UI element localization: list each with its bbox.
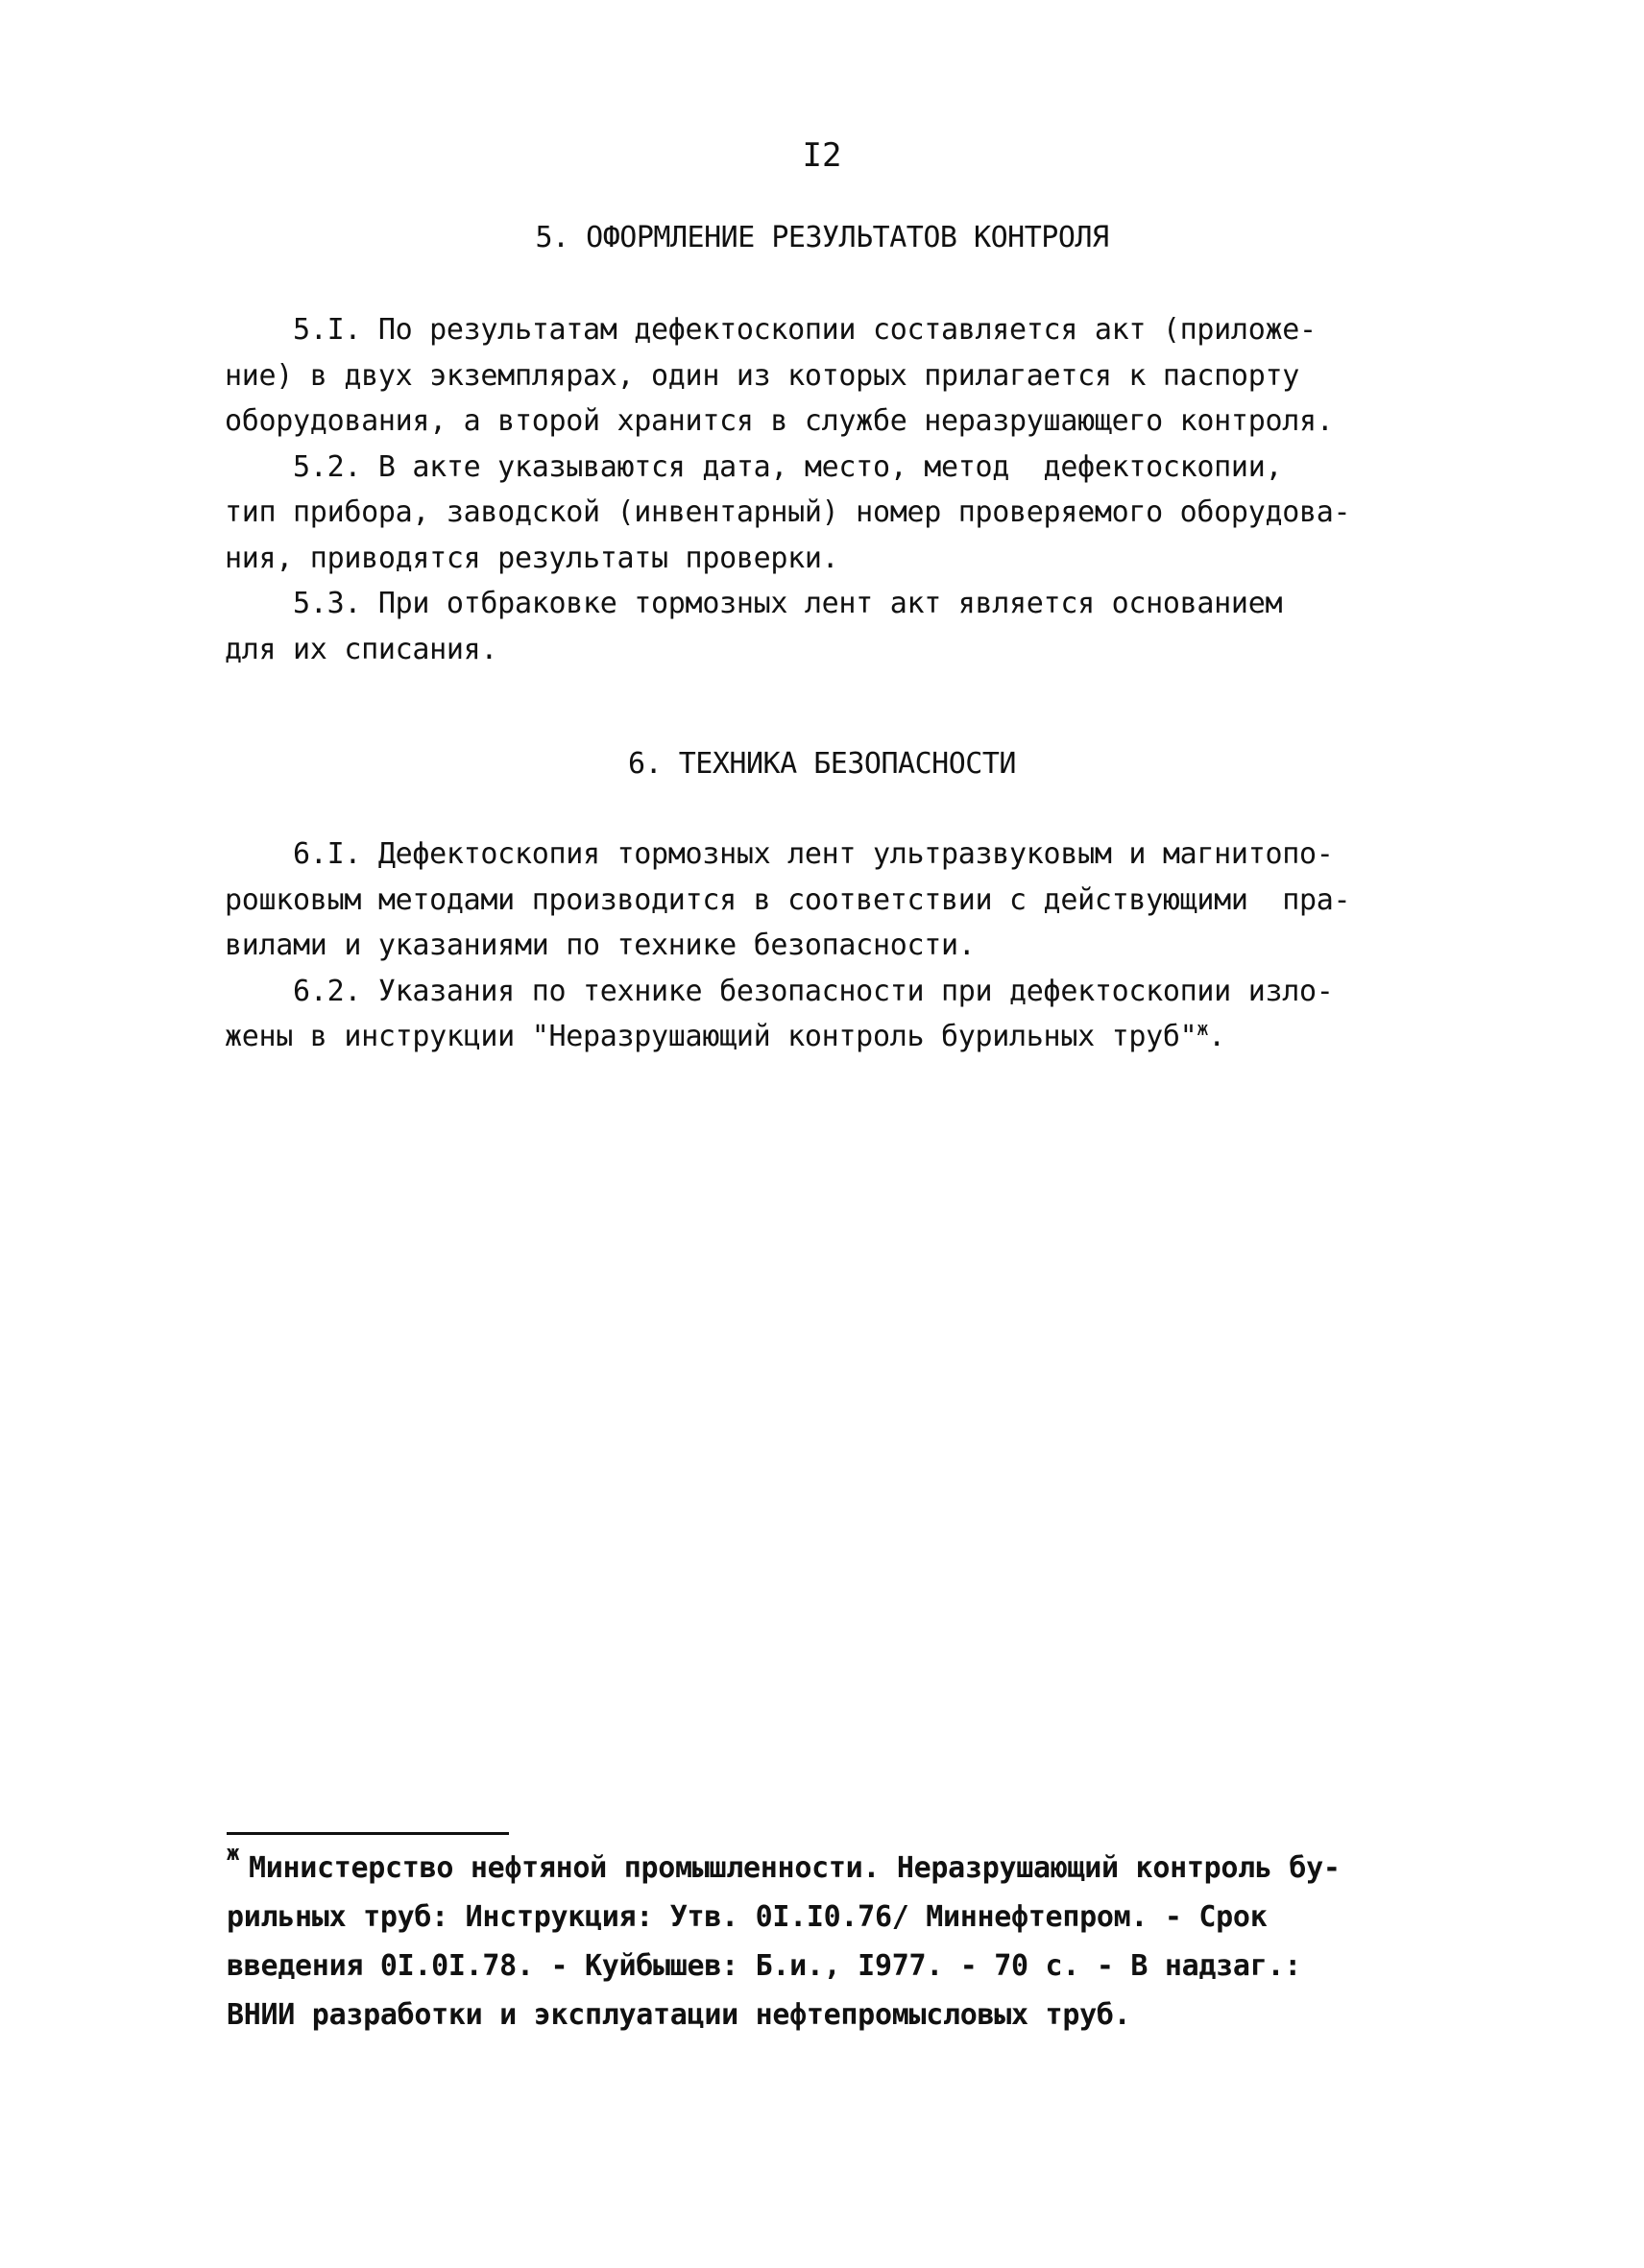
footnote-line xyxy=(227,1844,1465,1893)
text-line: 5.3. При отбраковке тормозных лент акт является основанием xyxy=(225,587,1283,620)
section-heading-results: 5. ОФОРМЛЕНИЕ РЕЗУЛЬТАТОВ КОНТРОЛЯ xyxy=(535,221,1109,254)
section-5-body xyxy=(225,307,1450,672)
text-line: жены в инструкции "Неразрушающий контроль бурильных труб" xyxy=(225,1020,1197,1053)
text-line: тип прибора, заводской (инвентарный) номер проверяемого оборудова- xyxy=(225,495,1351,529)
text-line: для их списания. xyxy=(225,632,498,666)
footnote-reference: ж xyxy=(1197,1017,1209,1040)
text-line: 5.2. В акте указываются дата, место, метод дефектоскопии, xyxy=(225,449,1283,484)
footnote-separator xyxy=(227,1832,509,1835)
footnote-line: введения 0I.0I.78. - Куйбышев: Б.и., I977. - 70 с. - В надзаг.: xyxy=(227,1949,1301,1983)
text-line: вилами и указаниями по технике безопасности. xyxy=(225,929,976,962)
footnote-line: ВНИИ разработки и эксплуатации нефтепромысловых труб. xyxy=(227,1998,1131,2032)
text-line: 6.2. Указания по технике безопасности при дефектоскопии изло- xyxy=(225,974,1334,1008)
text-line: 5.I. По результатам дефектоскопии составляется акт (приложе- xyxy=(225,313,1317,347)
text-line: 6.I. Дефектоскопия тормозных лент ультразвуковым и магнитопо- xyxy=(225,837,1334,871)
footnote xyxy=(227,1844,1465,2039)
text-line-with-note xyxy=(225,1014,1450,1060)
text-line: ние) в двух экземплярах, один из которых прилагается к паспорту xyxy=(225,358,1299,393)
text-line: оборудования, а второй хранится в службе неразрушающего контроля. xyxy=(225,404,1334,438)
section-6-body xyxy=(225,832,1450,1060)
footnote-line: рильных труб: Инструкция: Утв. 0I.I0.76/ Миннефтепром. - Срок xyxy=(227,1900,1268,1934)
page-number: I2 xyxy=(802,136,842,175)
footnote-mark: ж xyxy=(227,1842,239,1866)
line-end-punctuation: . xyxy=(1208,1020,1225,1053)
text-line: ния, приводятся результаты проверки. xyxy=(225,541,839,575)
footnote-text: Министерство нефтяной промышленности. Неразрушающий контроль бу- xyxy=(248,1851,1341,1885)
text-line: рошковым методами производится в соответствии с действующими пра- xyxy=(225,882,1351,917)
section-heading-safety: 6. ТЕХНИКА БЕЗОПАСНОСТИ xyxy=(628,747,1016,781)
